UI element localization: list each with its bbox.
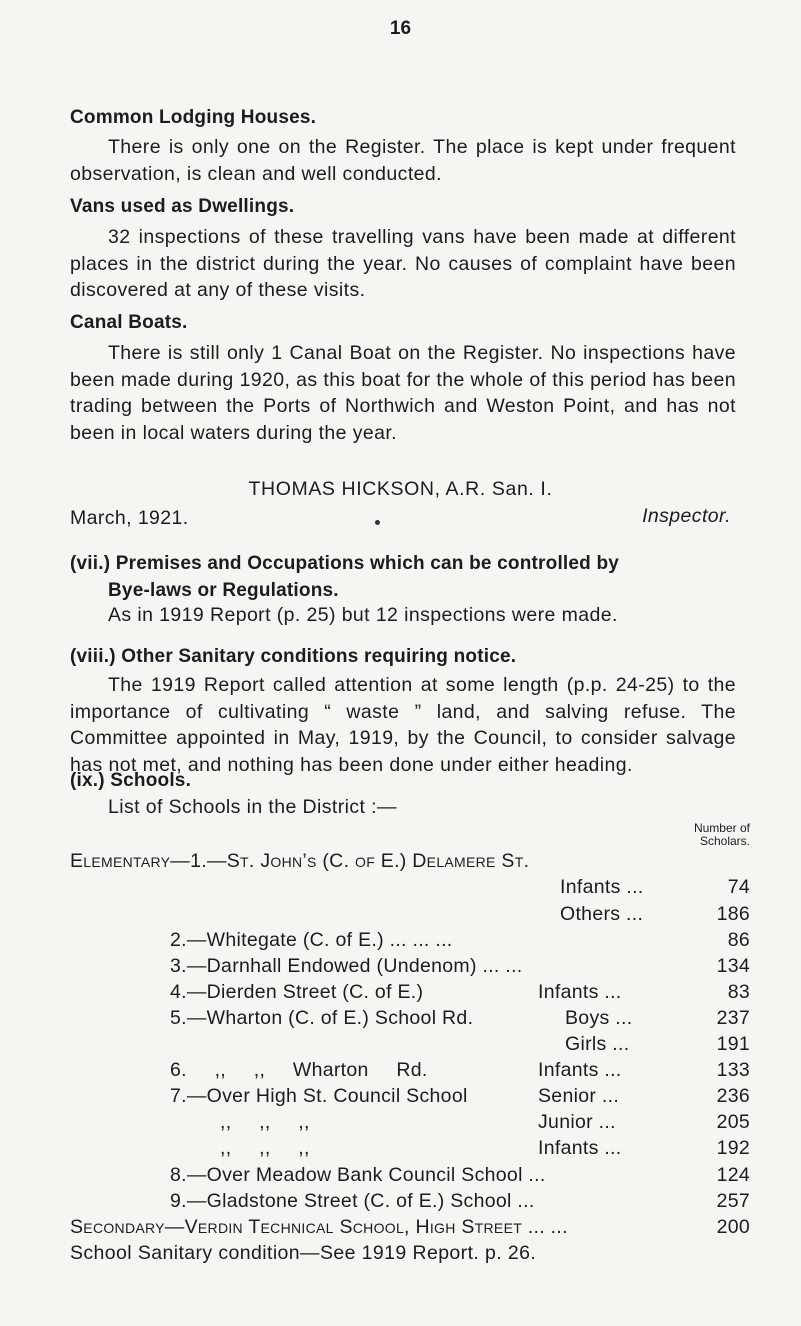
column-header-line1: Number of bbox=[693, 821, 750, 835]
school-subgroup: Others ... bbox=[560, 903, 644, 925]
column-header-number-of-scholars bbox=[610, 822, 750, 848]
school-name: 7.—Over High St. Council School bbox=[170, 1085, 468, 1107]
paragraph-section-viii: The 1919 Report called attention at some length (p.p. 24-25) to the importance of cultivating “ waste ” land, and salving refuse. The Committee appointed in May, 1919, by the Council, to consider salvage has not met, and nothing has been done under either heading. bbox=[70, 674, 736, 776]
scholar-count: 86 bbox=[727, 929, 750, 951]
school-name: ,, ,, ,, bbox=[220, 1111, 310, 1133]
school-name: Secondary—Verdin Technical School, High Street ... ... bbox=[70, 1216, 568, 1238]
school-row bbox=[70, 955, 750, 979]
scholar-count: 134 bbox=[716, 955, 750, 977]
school-subgroup: Girls ... bbox=[565, 1033, 630, 1055]
ink-dot bbox=[375, 520, 380, 525]
school-row bbox=[70, 981, 750, 1005]
school-row bbox=[70, 850, 750, 874]
school-subgroup: Infants ... bbox=[560, 876, 644, 898]
scholar-count: 205 bbox=[716, 1111, 750, 1133]
section-ix-number: (ix.) bbox=[70, 770, 105, 791]
school-row bbox=[70, 1216, 750, 1240]
heading-section-vii bbox=[70, 553, 619, 575]
section-vii-number: (vii.) bbox=[70, 553, 111, 574]
school-row bbox=[70, 1007, 750, 1031]
school-name: ,, ,, ,, bbox=[220, 1137, 310, 1159]
heading-common-lodging-houses: Common Lodging Houses. bbox=[70, 107, 317, 128]
school-name: 6. ,, ,, Wharton Rd. bbox=[170, 1059, 428, 1081]
scholar-count: 192 bbox=[716, 1137, 750, 1159]
column-header-line2: Scholars. bbox=[699, 834, 750, 848]
school-row bbox=[70, 1111, 750, 1135]
school-subgroup: Boys ... bbox=[565, 1007, 633, 1029]
school-row bbox=[70, 1033, 750, 1057]
section-ix-title: Schools. bbox=[110, 770, 192, 791]
school-row bbox=[70, 1164, 750, 1188]
scholar-count: 236 bbox=[716, 1085, 750, 1107]
school-row bbox=[70, 903, 750, 927]
school-subgroup: Junior ... bbox=[538, 1111, 616, 1133]
scholar-count: 191 bbox=[716, 1033, 750, 1055]
school-subgroup: Infants ... bbox=[538, 981, 622, 1003]
school-subgroup: Senior ... bbox=[538, 1085, 620, 1107]
scholar-count: 237 bbox=[716, 1007, 750, 1029]
signature-name: THOMAS HICKSON, A.R. San. I. bbox=[248, 478, 553, 500]
schools-list-intro: List of Schools in the District :— bbox=[108, 796, 397, 818]
school-name: 5.—Wharton (C. of E.) School Rd. bbox=[170, 1007, 474, 1029]
school-name: 2.—Whitegate (C. of E.) ... ... ... bbox=[170, 929, 453, 951]
paragraph-vans-used-as-dwellings: 32 inspections of these travelling vans have been made at different places in the district during the year. No causes of complaint have been discovered at any of these visits. bbox=[70, 226, 736, 301]
school-row bbox=[70, 876, 750, 900]
school-row bbox=[70, 1137, 750, 1161]
scholar-count: 186 bbox=[716, 903, 750, 925]
heading-section-viii bbox=[70, 646, 516, 668]
school-name: 4.—Dierden Street (C. of E.) bbox=[170, 981, 424, 1003]
signature-date: March, 1921. bbox=[70, 507, 189, 529]
school-subgroup: Infants ... bbox=[538, 1059, 622, 1081]
school-row bbox=[70, 1085, 750, 1109]
school-name: 3.—Darnhall Endowed (Undenom) ... ... bbox=[170, 955, 523, 977]
section-vii-title-line1: Premises and Occupations which can be controlled by bbox=[115, 553, 620, 574]
scholar-count: 200 bbox=[716, 1216, 750, 1238]
school-name: 8.—Over Meadow Bank Council School ... bbox=[170, 1164, 546, 1186]
school-row bbox=[70, 1059, 750, 1083]
school-name: Elementary—1.—St. John’s (C. of E.) Delamere St. bbox=[70, 850, 530, 872]
scholar-count: 83 bbox=[727, 981, 750, 1003]
scholar-count: 74 bbox=[727, 876, 750, 898]
page-number: 16 bbox=[389, 18, 412, 39]
scholar-count: 133 bbox=[716, 1059, 750, 1081]
school-row bbox=[70, 1190, 750, 1214]
section-viii-number: (viii.) bbox=[70, 646, 116, 667]
section-viii-title: Other Sanitary conditions requiring notice. bbox=[121, 646, 517, 667]
section-vii-title-line2: Bye-laws or Regulations. bbox=[108, 580, 339, 601]
footer-note: School Sanitary condition—See 1919 Report. p. 26. bbox=[70, 1242, 537, 1264]
school-subgroup: Infants ... bbox=[538, 1137, 622, 1159]
school-row bbox=[70, 929, 750, 953]
signature-role: Inspector. bbox=[642, 505, 731, 527]
heading-section-ix bbox=[70, 770, 191, 792]
paragraph-section-vii: As in 1919 Report (p. 25) but 12 inspections were made. bbox=[108, 604, 618, 626]
paragraph-common-lodging-houses: There is only one on the Register. The place is kept under frequent observation, is clean and well conducted. bbox=[70, 136, 736, 185]
scholar-count: 124 bbox=[716, 1164, 750, 1186]
heading-canal-boats: Canal Boats. bbox=[70, 312, 188, 333]
heading-vans-used-as-dwellings: Vans used as Dwellings. bbox=[70, 196, 295, 217]
scholar-count: 257 bbox=[716, 1190, 750, 1212]
school-name: 9.—Gladstone Street (C. of E.) School ... bbox=[170, 1190, 535, 1212]
paragraph-canal-boats: There is still only 1 Canal Boat on the Register. No inspections have been made during 1920, as this boat for the whole of this period has been trading between the Ports of Northwich and Weston Point, and has not been in local waters during the year. bbox=[70, 342, 736, 444]
